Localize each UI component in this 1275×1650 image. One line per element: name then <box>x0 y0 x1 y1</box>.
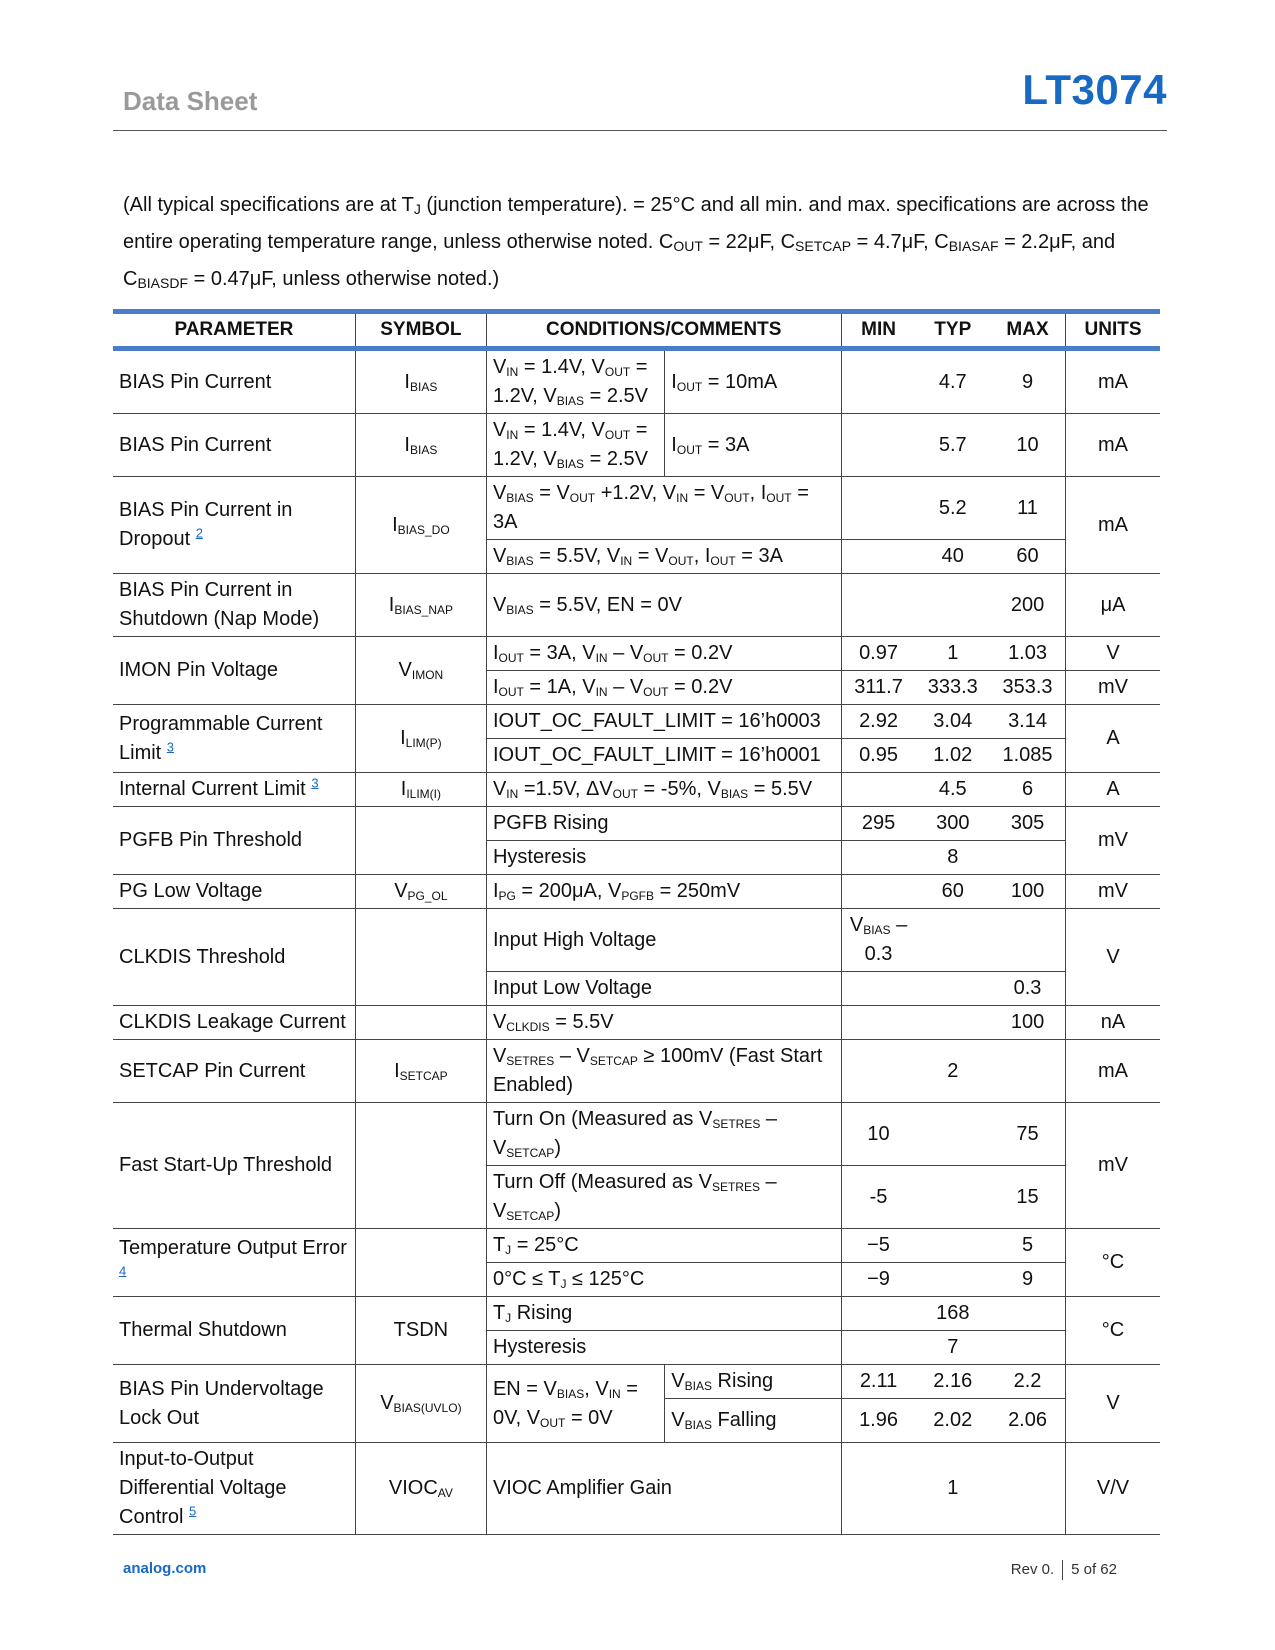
condition-cell: $V_{IN} = 1.4V$, $V_{OUT} = 1.2V$, $V_{BIAS} = 2.5V$ <box>486 414 664 477</box>
typ-cell: 1.02 <box>916 739 990 773</box>
max-cell: 200 <box>990 574 1066 637</box>
table-row <box>113 773 1160 807</box>
symbol-cell: $VIOC_{AV}$ <box>355 1443 486 1535</box>
typ-cell: 4.5 <box>916 773 990 807</box>
table-row <box>113 1040 1160 1103</box>
intro-paragraph: (All typical specifications are at $T_J$ (junction temperature). = 25°C and all min. and max. specifications are across the entire operating temperature range, unless otherwise noted. $C_{OUT} = 22\mu F$, $C_{SETCAP} = 4.7\mu F$, $C_{BIASAF} = 2.2\mu F$, and $C_{BIASDF} = 0.47\mu F$, unless otherwise noted.) <box>123 194 1149 291</box>
typ-cell: 1 <box>916 1443 990 1535</box>
min-cell <box>841 1331 915 1365</box>
condition-cell: Turn On (Measured as $V_{SETRES} - V_{SETCAP}$) <box>486 1103 841 1166</box>
max-cell: 9 <box>990 349 1066 414</box>
min-cell: -5 <box>841 1166 915 1229</box>
min-cell <box>841 1443 915 1535</box>
condition-cell: Hysteresis <box>486 1331 841 1365</box>
revision: Rev 0. <box>1010 1560 1055 1578</box>
condition-cell: PGFB Rising <box>486 807 841 841</box>
part-number: LT3074 <box>1022 66 1167 113</box>
units-cell: mA <box>1066 414 1160 477</box>
header-conditions: CONDITIONS/COMMENTS <box>486 312 841 349</box>
parameter-cell: PG Low Voltage <box>113 875 355 909</box>
parameter-cell: CLKDIS Threshold <box>113 909 355 1006</box>
page-number: 5 of 62 <box>1071 1560 1117 1578</box>
typ-cell: 8 <box>916 841 990 875</box>
units-cell: mV <box>1066 1103 1160 1229</box>
units-cell: V <box>1066 1365 1160 1443</box>
footnote-link[interactable]: 3 <box>166 738 175 754</box>
symbol-cell <box>355 807 486 875</box>
parameter-cell: BIAS Pin Undervoltage Lock Out <box>113 1365 355 1443</box>
typ-cell: 7 <box>916 1331 990 1365</box>
condition-cell: $V_{IN} =1.5V$, $\Delta V_{OUT} = -5\%$, $V_{BIAS} = 5.5V$ <box>486 773 841 807</box>
min-cell <box>841 1006 915 1040</box>
table-row <box>113 1006 1160 1040</box>
condition-cell: IOUT_OC_FAULT_LIMIT = 16’h0001 <box>486 739 841 773</box>
condition-cell: $V_{IN} = 1.4V$, $V_{OUT} = 1.2V$, $V_{BIAS} = 2.5V$ <box>486 349 664 414</box>
table-row <box>113 807 1160 841</box>
typ-cell: 1 <box>916 637 990 671</box>
min-cell <box>841 841 915 875</box>
parameter-cell: BIAS Pin Current <box>113 414 355 477</box>
table-row <box>113 705 1160 739</box>
units-cell: mV <box>1066 875 1160 909</box>
max-cell: 75 <box>990 1103 1066 1166</box>
typ-cell: 4.7 <box>916 349 990 414</box>
condition-cell: $T_J$ Rising <box>486 1297 841 1331</box>
min-cell: 295 <box>841 807 915 841</box>
max-cell: 353.3 <box>990 671 1066 705</box>
typ-cell <box>916 1166 990 1229</box>
condition-cell: $V_{SETRES} - V_{SETCAP} \ge 100mV$ (Fast Start Enabled) <box>486 1040 841 1103</box>
typ-cell: 300 <box>916 807 990 841</box>
typ-cell: 60 <box>916 875 990 909</box>
parameter-cell: IMON Pin Voltage <box>113 637 355 705</box>
document-type: Data Sheet <box>123 86 258 116</box>
units-cell: nA <box>1066 1006 1160 1040</box>
symbol-cell <box>355 909 486 1006</box>
min-cell <box>841 574 915 637</box>
table-row <box>113 1365 1160 1399</box>
parameter-cell: BIAS Pin Current in Dropout $^2$ <box>113 477 355 574</box>
units-cell: mA <box>1066 1040 1160 1103</box>
parameter-cell: Programmable Current Limit $^3$ <box>113 705 355 773</box>
condition-cell: VIOC Amplifier Gain <box>486 1443 841 1535</box>
min-cell: 1.96 <box>841 1399 915 1443</box>
parameter-cell: PGFB Pin Threshold <box>113 807 355 875</box>
max-cell: 1.03 <box>990 637 1066 671</box>
max-cell <box>990 1297 1066 1331</box>
condition-cell: Turn Off (Measured as $V_{SETRES} - V_{SETCAP}$) <box>486 1166 841 1229</box>
typ-cell: 2.02 <box>916 1399 990 1443</box>
typ-cell <box>916 1006 990 1040</box>
units-cell: V <box>1066 637 1160 671</box>
max-cell: 3.14 <box>990 705 1066 739</box>
condition-cell: $T_J = 25^\circ C$ <box>486 1229 841 1263</box>
max-cell: 5 <box>990 1229 1066 1263</box>
footer-divider <box>1062 1560 1063 1580</box>
min-cell <box>841 540 915 574</box>
header-typ: TYP <box>916 312 990 349</box>
units-cell: A <box>1066 705 1160 773</box>
max-cell: 100 <box>990 1006 1066 1040</box>
table-row <box>113 1443 1160 1535</box>
typ-cell <box>916 1229 990 1263</box>
table-row <box>113 1297 1160 1331</box>
max-cell: 60 <box>990 540 1066 574</box>
parameter-cell: SETCAP Pin Current <box>113 1040 355 1103</box>
max-cell: 100 <box>990 875 1066 909</box>
symbol-cell <box>355 1229 486 1297</box>
parameter-cell: BIAS Pin Current <box>113 349 355 414</box>
footnote-link[interactable]: 4 <box>119 1262 127 1278</box>
units-cell: mA <box>1066 477 1160 574</box>
parameter-cell: Thermal Shutdown <box>113 1297 355 1365</box>
units-cell: mV <box>1066 807 1160 875</box>
max-cell: 2.06 <box>990 1399 1066 1443</box>
symbol-cell <box>355 1103 486 1229</box>
table-row <box>113 875 1160 909</box>
min-cell: 10 <box>841 1103 915 1166</box>
table-row <box>113 574 1160 637</box>
condition-cell: $I_{OUT} = 3A$, $V_{IN} - V_{OUT} = 0.2V$ <box>486 637 841 671</box>
max-cell: 0.3 <box>990 972 1066 1006</box>
footnote-link[interactable]: 3 <box>311 775 319 791</box>
min-cell <box>841 773 915 807</box>
header-units: UNITS <box>1066 312 1160 349</box>
units-cell: V <box>1066 909 1160 1006</box>
min-cell <box>841 349 915 414</box>
typ-cell: 5.7 <box>916 414 990 477</box>
table-row <box>113 477 1160 540</box>
units-cell: V/V <box>1066 1443 1160 1535</box>
max-cell: 15 <box>990 1166 1066 1229</box>
units-cell: mV <box>1066 671 1160 705</box>
min-cell <box>841 875 915 909</box>
condition-cell: Hysteresis <box>486 841 841 875</box>
table-row <box>113 414 1160 477</box>
symbol-cell <box>355 1006 486 1040</box>
header-symbol: SYMBOL <box>355 312 486 349</box>
symbol-cell: $I_{BIAS}$ <box>355 349 486 414</box>
max-cell: 10 <box>990 414 1066 477</box>
table-row <box>113 1103 1160 1166</box>
min-cell: 2.11 <box>841 1365 915 1399</box>
condition-cell: Input High Voltage <box>486 909 841 972</box>
max-cell: 9 <box>990 1263 1066 1297</box>
condition-cell: $I_{OUT} = 10mA$ <box>665 349 841 414</box>
units-cell: μA <box>1066 574 1160 637</box>
max-cell <box>990 909 1066 972</box>
condition-cell: $I_{OUT} = 1A$, $V_{IN} - V_{OUT} = 0.2V$ <box>486 671 841 705</box>
units-cell: °C <box>1066 1229 1160 1297</box>
parameter-cell: Temperature Output Error $^4$ <box>113 1229 355 1297</box>
units-cell: A <box>1066 773 1160 807</box>
min-cell: 0.95 <box>841 739 915 773</box>
condition-cell: Input Low Voltage <box>486 972 841 1006</box>
header-max: MAX <box>990 312 1066 349</box>
min-cell <box>841 1040 915 1103</box>
footnote-link[interactable]: 2 <box>195 525 203 541</box>
min-cell <box>841 414 915 477</box>
typ-cell: 2.16 <box>916 1365 990 1399</box>
header-min: MIN <box>841 312 915 349</box>
symbol-cell: $I_{BIAS\_DO}$ <box>355 477 486 574</box>
typ-cell: 40 <box>916 540 990 574</box>
max-cell <box>990 1443 1066 1535</box>
min-cell: 0.97 <box>841 637 915 671</box>
symbol-cell: $V_{IMON}$ <box>355 637 486 705</box>
units-cell: °C <box>1066 1297 1160 1365</box>
website-link[interactable]: analog.com <box>123 1560 207 1577</box>
typ-cell: 168 <box>916 1297 990 1331</box>
typ-cell: 5.2 <box>916 477 990 540</box>
max-cell: 2.2 <box>990 1365 1066 1399</box>
max-cell: 6 <box>990 773 1066 807</box>
parameter-cell: CLKDIS Leakage Current <box>113 1006 355 1040</box>
symbol-cell: TSDN <box>355 1297 486 1365</box>
condition-cell: $V_{BIAS} = 5.5V$, EN = 0V <box>486 574 841 637</box>
max-cell: 11 <box>990 477 1066 540</box>
max-cell: 1.085 <box>990 739 1066 773</box>
condition-cell: $0^\circ C \le T_J \le 125^\circ C$ <box>486 1263 841 1297</box>
table-row <box>113 349 1160 414</box>
condition-cell: $V_{BIAS} = V_{OUT} +1.2V$, $V_{IN} = V_{OUT}$, $I_{OUT} = 3A$ <box>486 477 841 540</box>
condition-cell: $V_{BIAS}$ Falling <box>665 1399 841 1443</box>
table-header-row <box>113 312 1160 349</box>
condition-cell: $V_{BIAS}$ Rising <box>665 1365 841 1399</box>
min-cell <box>841 972 915 1006</box>
symbol-cell: $V_{PG\_OL}$ <box>355 875 486 909</box>
condition-cell: EN = $V_{BIAS}$, $V_{IN} = 0V$, $V_{OUT} = 0V$ <box>486 1365 664 1443</box>
max-cell: 305 <box>990 807 1066 841</box>
min-cell: −5 <box>841 1229 915 1263</box>
symbol-cell: $I_{BIAS\_NAP}$ <box>355 574 486 637</box>
condition-cell: $I_{OUT} = 3A$ <box>665 414 841 477</box>
parameter-cell: Internal Current Limit $^3$ <box>113 773 355 807</box>
min-cell: 311.7 <box>841 671 915 705</box>
typ-cell: 2 <box>916 1040 990 1103</box>
units-cell: mA <box>1066 349 1160 414</box>
table-row <box>113 909 1160 972</box>
symbol-cell: $V_{BIAS(UVLO)}$ <box>355 1365 486 1443</box>
typ-cell <box>916 574 990 637</box>
typ-cell <box>916 972 990 1006</box>
footnote-link[interactable]: 5 <box>189 1503 197 1519</box>
parameter-cell: BIAS Pin Current in Shutdown (Nap Mode) <box>113 574 355 637</box>
symbol-cell: $I_{ILIM(I)}$ <box>355 773 486 807</box>
typ-cell <box>916 1103 990 1166</box>
typ-cell <box>916 909 990 972</box>
header-rule <box>113 130 1167 131</box>
max-cell <box>990 1331 1066 1365</box>
max-cell <box>990 841 1066 875</box>
min-cell: −9 <box>841 1263 915 1297</box>
condition-cell: $V_{CLKDIS} = 5.5V$ <box>486 1006 841 1040</box>
typ-cell: 333.3 <box>916 671 990 705</box>
page-info <box>1011 1560 1117 1580</box>
parameter-cell: Input-to-Output Differential Voltage Control $^5$ <box>113 1443 355 1535</box>
table-row <box>113 637 1160 671</box>
condition-cell: $V_{BIAS} = 5.5V$, $V_{IN} = V_{OUT}$, $I_{OUT} = 3A$ <box>486 540 841 574</box>
min-cell <box>841 1297 915 1331</box>
symbol-cell: $I_{SETCAP}$ <box>355 1040 486 1103</box>
symbol-cell: $I_{BIAS}$ <box>355 414 486 477</box>
condition-cell: IOUT_OC_FAULT_LIMIT = 16’h0003 <box>486 705 841 739</box>
specifications-table <box>113 309 1160 1535</box>
min-cell: 2.92 <box>841 705 915 739</box>
symbol-cell: $I_{LIM(P)}$ <box>355 705 486 773</box>
max-cell <box>990 1040 1066 1103</box>
min-cell: $V_{BIAS}$ – 0.3 <box>841 909 915 972</box>
typ-cell <box>916 1263 990 1297</box>
condition-cell: $I_{PG} = 200\mu A$, $V_{PGFB} = 250mV$ <box>486 875 841 909</box>
min-cell <box>841 477 915 540</box>
header-parameter: PARAMETER <box>113 312 355 349</box>
parameter-cell: Fast Start-Up Threshold <box>113 1103 355 1229</box>
typ-cell: 3.04 <box>916 705 990 739</box>
table-row <box>113 1229 1160 1263</box>
